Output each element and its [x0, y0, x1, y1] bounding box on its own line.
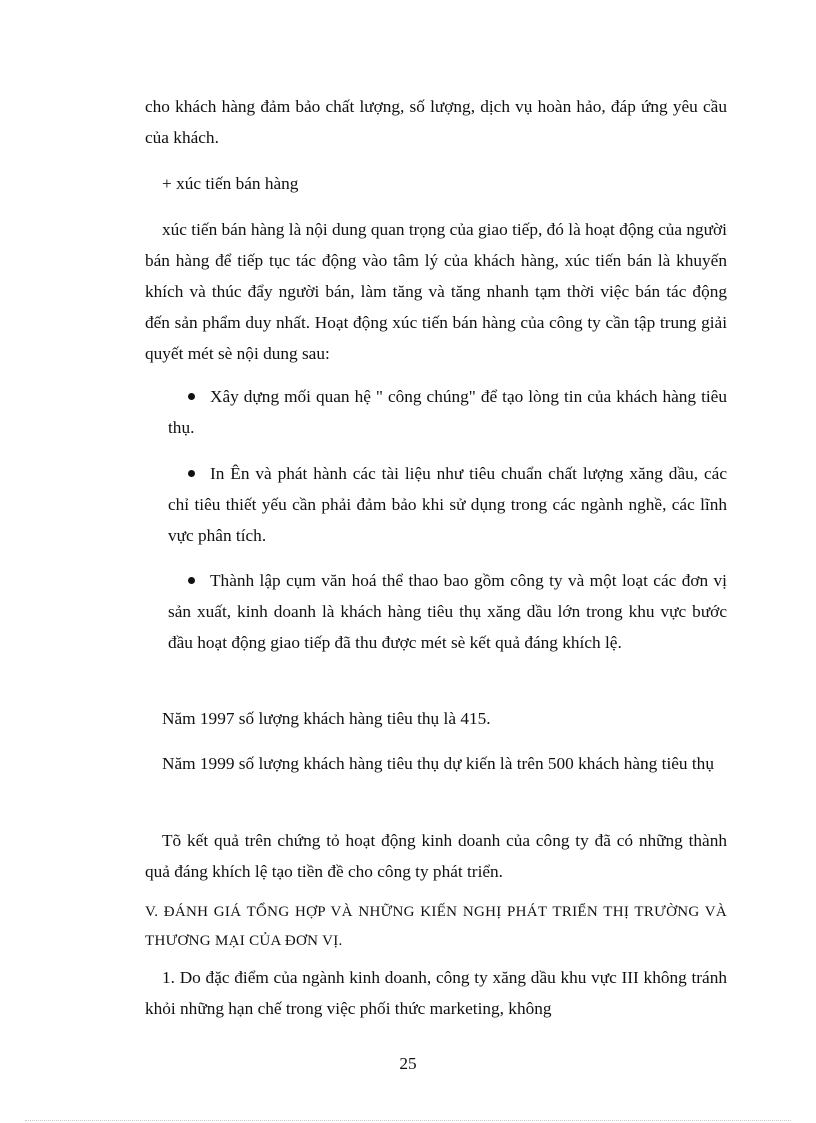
bullet-text: Xây dựng mối quan hệ " công chúng" để tạo lòng tin của khách hàng tiêu thụ. [168, 387, 727, 437]
paragraph-sales-promotion: xúc tiến bán hàng là nội dung quan trọng của giao tiếp, đó là hoạt động của người bán hàng để tiếp tục tác động vào tâm lý của khách hàng, xúc tiến bán là khuyến khích và thúc đẩy người bán, làm tăng và tăng nhanh tạm thời việc bán tác động đến sản phẩm duy nhất. Hoạt động xúc tiến bán hàng của công ty cần tập trung giải quyết mét sè nội dung sau: [145, 220, 727, 363]
paragraph-1997-customers: Năm 1997 số lượng khách hàng tiêu thụ là 415. [162, 709, 491, 728]
bullet-item-1 [168, 381, 727, 443]
bullet-item-2 [168, 458, 727, 551]
bullet-icon [188, 577, 195, 584]
section-heading: V. ĐÁNH GIÁ TỔNG HỢP VÀ NHỮNG KIẾN NGHỊ PHÁT TRIỂN THỊ TRƯỜNG VÀ THƯƠNG MẠI CỦA ĐƠN VỊ. [145, 904, 727, 949]
bullet-text: Thành lập cụm văn hoá thể thao bao gồm công ty và một loạt các đơn vị sản xuất, kinh doanh là khách hàng tiêu thụ xăng dầu lớn trong khu vực bước đầu hoạt động giao tiếp đã thu được mét sè kết quả đáng khích lệ. [168, 571, 727, 652]
paragraph-results: Tõ kết quả trên chứng tỏ hoạt động kinh doanh của công ty đã có những thành quả đáng khích lệ tạo tiền đề cho công ty phát triển. [145, 831, 727, 881]
paragraph-subheading: + xúc tiến bán hàng [162, 174, 299, 193]
page-number: 25 [399, 1054, 417, 1073]
paragraph-continuation: cho khách hàng đảm bảo chất lượng, số lượng, dịch vụ hoàn hảo, đáp ứng yêu cầu của khách. [145, 97, 727, 147]
bullet-icon [188, 393, 195, 400]
paragraph-1999-customers: Năm 1999 số lượng khách hàng tiêu thụ dự kiến là trên 500 khách hàng tiêu thụ [162, 754, 714, 773]
bullet-text: In Ên và phát hành các tài liệu như tiêu chuẩn chất lượng xăng dầu, các chỉ tiêu thiết yếu cần phải đảm bảo khi sử dụng trong các ngành nghề, các lĩnh vực phân tích. [168, 464, 727, 545]
bullet-icon [188, 470, 195, 477]
page-bottom-divider [25, 1120, 791, 1121]
paragraph-point-1: 1. Do đặc điểm của ngành kinh doanh, công ty xăng dầu khu vực III không tránh khỏi những hạn chế trong việc phối thức marketing, không [145, 968, 727, 1018]
bullet-item-3 [168, 565, 727, 658]
